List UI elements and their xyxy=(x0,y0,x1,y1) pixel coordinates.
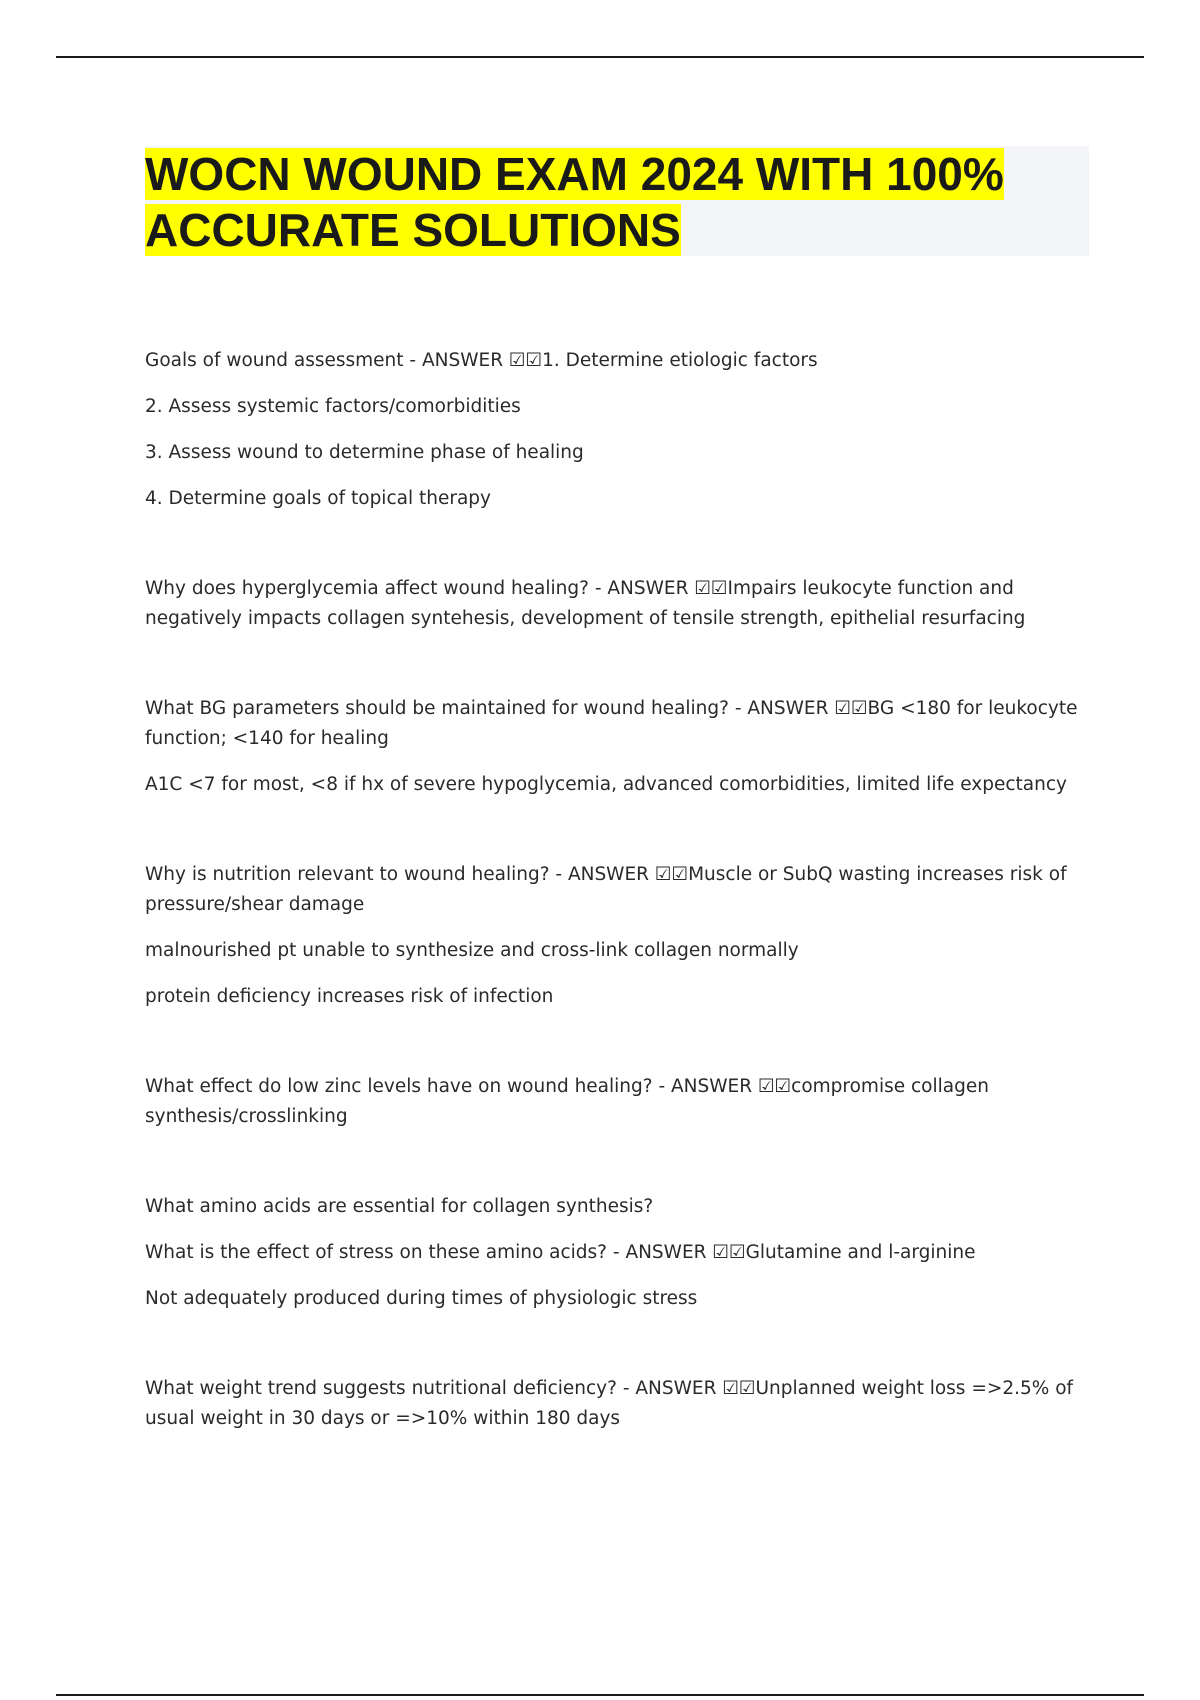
qa-line: Goals of wound assessment - ANSWER ☑☑1. Determine etiologic factors xyxy=(145,350,818,371)
qa-item xyxy=(145,1072,1095,1132)
qa-item xyxy=(145,860,1095,1012)
qa-line: What BG parameters should be maintained for wound healing? - ANSWER ☑☑BG <180 for leukocyte function; <140 for healing xyxy=(145,698,1078,749)
qa-line: Why does hyperglycemia affect wound healing? - ANSWER ☑☑Impairs leukocyte function and negatively impacts collagen syntehesis, development of tensile strength, epithelial resurfacing xyxy=(145,578,1026,629)
qa-item xyxy=(145,1192,1095,1314)
qa-line: What is the effect of stress on these amino acids? - ANSWER ☑☑Glutamine and l-arginine xyxy=(145,1242,976,1263)
qa-line: protein deficiency increases risk of infection xyxy=(145,986,554,1007)
qa-item xyxy=(145,574,1095,634)
qa-item xyxy=(145,1374,1095,1434)
qa-line: 3. Assess wound to determine phase of healing xyxy=(145,442,584,463)
qa-line: 2. Assess systemic factors/comorbidities xyxy=(145,396,521,417)
qa-line: What effect do low zinc levels have on wound healing? - ANSWER ☑☑compromise collagen synthesis/crosslinking xyxy=(145,1076,989,1127)
qa-line: Why is nutrition relevant to wound healing? - ANSWER ☑☑Muscle or SubQ wasting increases risk of pressure/shear damage xyxy=(145,864,1067,915)
qa-line: What weight trend suggests nutritional deficiency? - ANSWER ☑☑Unplanned weight loss =>2.5% of usual weight in 30 days or =>10% within 180 days xyxy=(145,1378,1074,1429)
qa-line: A1C <7 for most, <8 if hx of severe hypoglycemia, advanced comorbidities, limited life expectancy xyxy=(145,774,1067,795)
title-line-1: WOCN WOUND EXAM 2024 WITH 100% xyxy=(145,148,1004,200)
qa-list xyxy=(145,346,1095,1450)
document-title xyxy=(145,146,1089,258)
qa-line: Not adequately produced during times of physiologic stress xyxy=(145,1288,698,1309)
bottom-rule xyxy=(56,1694,1144,1696)
qa-item xyxy=(145,694,1095,800)
top-rule xyxy=(56,56,1144,58)
qa-item xyxy=(145,346,1095,514)
title-line-2: ACCURATE SOLUTIONS xyxy=(145,204,681,256)
qa-line: What amino acids are essential for collagen synthesis? xyxy=(145,1196,654,1217)
qa-line: 4. Determine goals of topical therapy xyxy=(145,488,491,509)
title-block xyxy=(145,146,1089,256)
qa-line: malnourished pt unable to synthesize and cross-link collagen normally xyxy=(145,940,799,961)
